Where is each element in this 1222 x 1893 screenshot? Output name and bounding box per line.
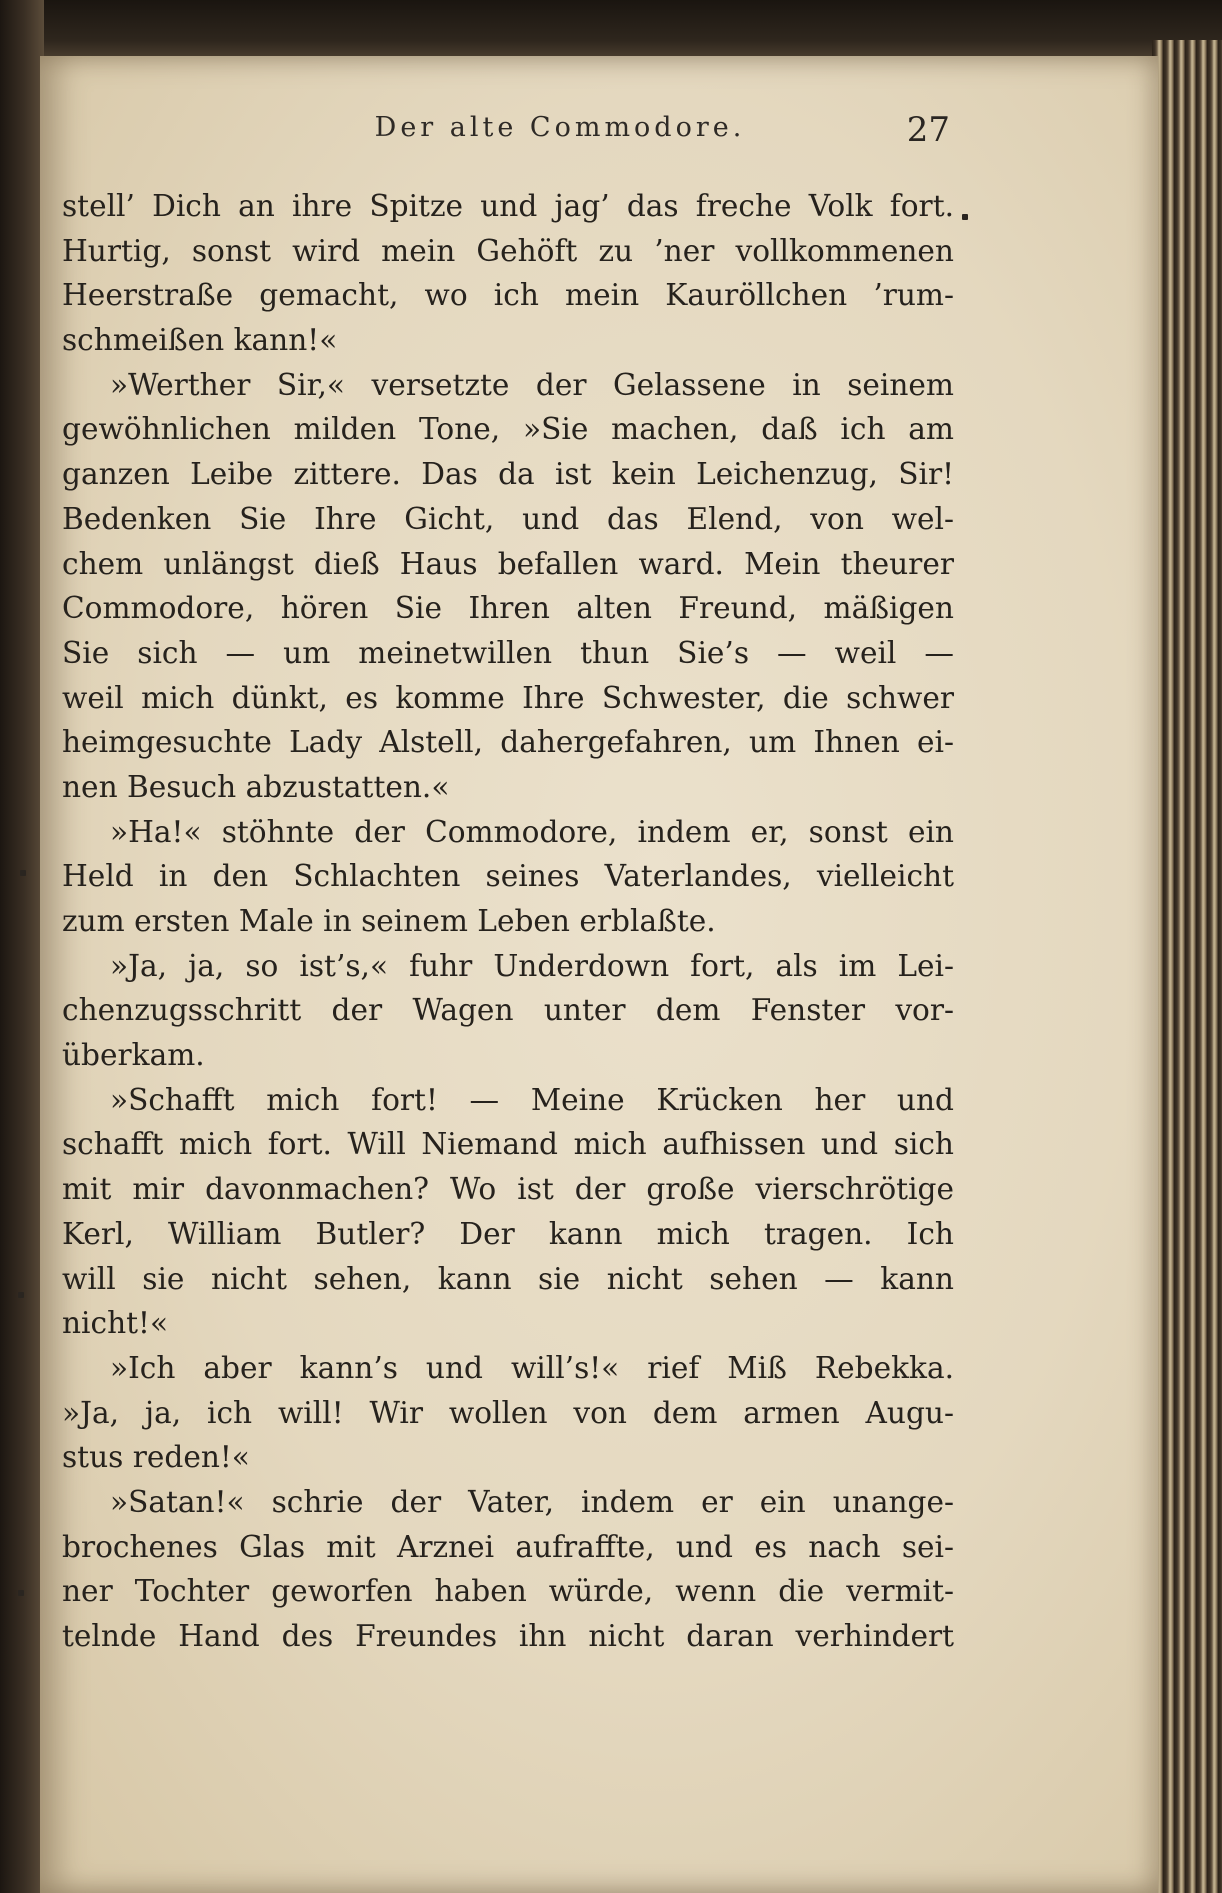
text-line: überkam. <box>62 1038 205 1073</box>
text-line: weil mich dünkt, es komme Ihre Schwester, die schwer <box>62 680 954 715</box>
text-line: chem unlängst dieß Haus befallen ward. Mein theurer <box>62 546 954 581</box>
top-shadow-edge <box>0 0 1222 58</box>
margin-mark <box>20 870 26 876</box>
text-line: »Ich aber kann’s und will’s!« rief Miß Rebekka. <box>110 1350 954 1385</box>
text-line: brochenes Glas mit Arznei aufraffte, und es nach sei- <box>62 1529 954 1564</box>
text-line: Commodore, hören Sie Ihren alten Freund, mäßigen <box>62 591 954 626</box>
margin-mark <box>18 1292 24 1298</box>
text-line: »Ja, ja, ich will! Wir wollen von dem armen Augu- <box>62 1395 954 1430</box>
text-line: nicht!« <box>62 1306 169 1341</box>
text-line: Sie sich — um meinetwillen thun Sie’s — weil — <box>62 635 954 670</box>
text-line: Heerstraße gemacht, wo ich mein Kauröllchen ’rum- <box>62 278 954 313</box>
text-line: telnde Hand des Freundes ihn nicht daran verhindert <box>62 1619 954 1653</box>
text-line: chenzugsschritt der Wagen unter dem Fenster vor- <box>62 993 954 1028</box>
text-line: Hurtig, sonst wird mein Gehöft zu ’ner vollkommenen <box>62 233 954 268</box>
text-line: nen Besuch abzustatten.« <box>62 769 450 804</box>
text-line: schafft mich fort. Will Niemand mich aufhissen und sich <box>62 1127 954 1162</box>
page-stack-edge <box>1152 40 1222 1893</box>
body-text <box>62 184 954 1844</box>
text-line: stell’ Dich an ihre Spitze und jag’ das freche Volk fort. <box>62 189 954 223</box>
text-line: Kerl, William Butler? Der kann mich tragen. Ich <box>62 1216 954 1251</box>
text-line: ner Tochter geworfen haben würde, wenn die vermit- <box>62 1574 954 1609</box>
running-title: Der alte Commodore. <box>374 112 746 143</box>
page-number: 27 <box>906 110 950 150</box>
text-line: Held in den Schlachten seines Vaterlandes, vielleicht <box>62 859 954 894</box>
text-line: »Ha!« stöhnte der Commodore, indem er, sonst ein <box>110 814 954 849</box>
margin-mark <box>962 214 968 220</box>
text-line: »Satan!« schrie der Vater, indem er ein unange- <box>110 1484 954 1519</box>
text-line: zum ersten Male in seinem Leben erblaßte. <box>62 904 716 938</box>
text-line: »Ja, ja, so ist’s,« fuhr Underdown fort, als im Lei- <box>110 948 954 983</box>
text-line: will sie nicht sehen, kann sie nicht sehen — kann <box>62 1261 954 1296</box>
text-line: mit mir davonmachen? Wo ist der große vierschrötige <box>62 1172 954 1207</box>
text-line: »Werther Sir,« versetzte der Gelassene in seinem <box>110 367 954 402</box>
book-binding <box>0 0 44 1893</box>
text-line: gewöhnlichen milden Tone, »Sie machen, daß ich am <box>62 412 954 447</box>
text-line: ganzen Leibe zittere. Das da ist kein Leichenzug, Sir! <box>62 457 954 492</box>
text-line: heimgesuchte Lady Alstell, dahergefahren, um Ihnen ei- <box>62 725 954 760</box>
text-line: stus reden!« <box>62 1440 250 1475</box>
text-line: Bedenken Sie Ihre Gicht, und das Elend, von wel- <box>62 501 954 536</box>
text-line: »Schafft mich fort! — Meine Krücken her und <box>110 1082 954 1117</box>
text-line: schmeißen kann!« <box>62 323 338 358</box>
margin-mark <box>18 1590 24 1596</box>
